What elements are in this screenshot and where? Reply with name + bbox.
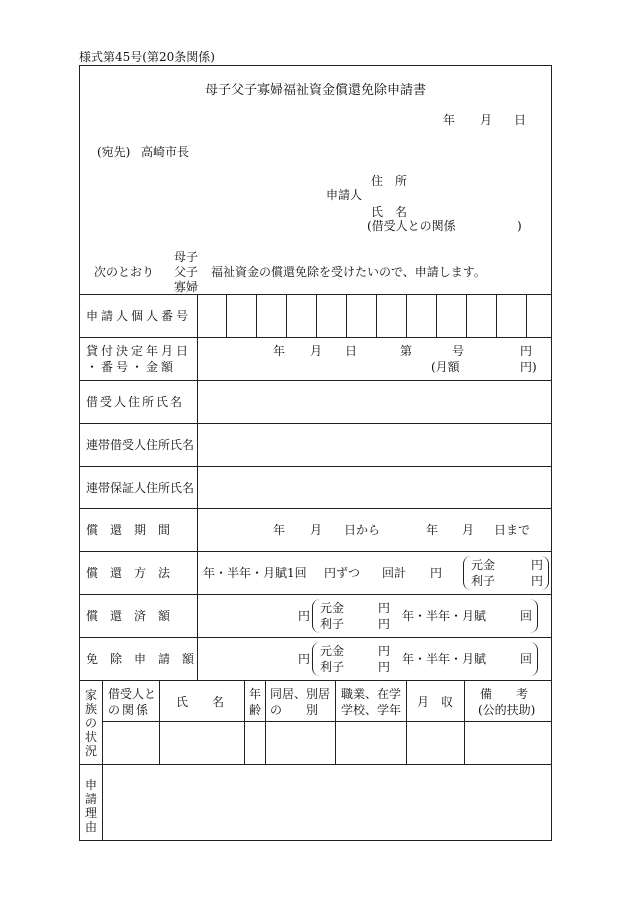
period-month-1: 月: [310, 523, 323, 537]
digit-divider: [376, 294, 377, 337]
loan-monthly-open: (月額: [431, 360, 460, 374]
loan-monthly-yen: 円): [520, 360, 537, 374]
family-divider: [406, 680, 407, 764]
digit-divider: [466, 294, 467, 337]
digit-divider: [496, 294, 497, 337]
applicant-relation-close: ): [517, 219, 522, 233]
repaid-interest: 利子: [320, 617, 345, 631]
form-title: 母子父子寡婦福祉資金償還免除申請書: [204, 83, 426, 98]
loan-month: 月: [310, 344, 323, 358]
date-year: 年: [443, 113, 456, 127]
method-times: 回計: [382, 566, 407, 580]
loan-number-prefix: 第: [400, 344, 413, 358]
family-col-cohab-2: の 別: [270, 703, 319, 717]
family-col-remarks-2: (公的扶助): [478, 703, 536, 717]
family-divider: [159, 680, 160, 764]
rule: [80, 423, 551, 424]
rule: [80, 508, 551, 509]
applicant-address-label: 住 所: [371, 174, 408, 188]
addressee-label: (宛先): [97, 145, 131, 159]
rule: [80, 466, 551, 467]
digit-divider: [526, 294, 527, 337]
rule: [80, 764, 551, 765]
period-year-1: 年: [273, 523, 286, 537]
date-day: 日: [514, 113, 527, 127]
method-each: 円ずつ: [324, 566, 361, 580]
request-text: 福祉資金の償還免除を受けたいので、申請します。: [211, 265, 486, 279]
family-divider: [265, 680, 266, 764]
repayment-method-label: 償 還 方 法: [86, 566, 171, 580]
rule: [80, 380, 551, 381]
exemption-principal-yen: 円: [378, 644, 391, 658]
loan-decision-label-line1: 貸付決定年月日: [86, 344, 192, 358]
joint-borrower-label: 連帯借受人住所氏名: [86, 438, 195, 452]
reason-section-label: 申請理由: [84, 778, 97, 834]
rule: [80, 594, 551, 595]
form-number: 様式第45号(第20条関係): [79, 50, 215, 64]
method-principal: 元金: [471, 558, 496, 572]
applicant-relation-label: (借受人との関係: [367, 219, 456, 233]
loan-day: 日: [345, 344, 358, 358]
request-category-boshi: 母子: [174, 250, 199, 264]
repayment-period-label: 償 還 期 間: [86, 523, 171, 537]
family-col-job-1: 職業、在学: [341, 687, 402, 701]
repaid-frequency: 年・半年・月賦: [402, 609, 487, 623]
period-month-2: 月: [462, 523, 475, 537]
family-section-label: 家族の状況: [84, 688, 97, 758]
family-col-income: 月 収: [417, 695, 454, 709]
exemption-principal: 元金: [320, 644, 345, 658]
method-frequency: 年・半年・月賦1回: [203, 566, 307, 580]
rule: [102, 721, 551, 722]
digit-divider: [436, 294, 437, 337]
period-from: 日から: [344, 523, 381, 537]
date-month: 月: [480, 113, 493, 127]
application-form: [79, 65, 552, 841]
method-interest: 利子: [471, 574, 496, 588]
family-col-relation-1: 借受人と: [108, 687, 157, 701]
repaid-yen: 円: [298, 609, 311, 623]
rule: [80, 337, 551, 338]
family-divider: [464, 680, 465, 764]
joint-guarantor-label: 連帯保証人住所氏名: [86, 481, 195, 495]
family-divider: [244, 680, 245, 764]
exemption-interest-yen: 円: [378, 660, 391, 674]
family-col-cohab-1: 同居、別居: [270, 687, 331, 701]
family-col-age-2: 齢: [249, 703, 262, 717]
digit-divider: [226, 294, 227, 337]
request-category-fushi: 父子: [174, 265, 199, 279]
rule: [80, 680, 551, 681]
family-col-name: 氏 名: [176, 695, 225, 709]
period-until: 日まで: [494, 523, 531, 537]
rule: [80, 551, 551, 552]
period-year-2: 年: [426, 523, 439, 537]
repaid-interest-yen: 円: [378, 617, 391, 631]
repaid-principal: 元金: [320, 601, 345, 615]
personal-number-label: 申請人個人番号: [86, 309, 192, 323]
request-category-kafu: 寡婦: [174, 280, 199, 294]
family-col-age-1: 年: [249, 687, 262, 701]
exemption-times: 回: [520, 652, 533, 666]
method-yen: 円: [430, 566, 443, 580]
repaid-principal-yen: 円: [378, 601, 391, 615]
digit-divider: [406, 294, 407, 337]
family-col-relation-2: の関係: [108, 703, 151, 717]
request-prefix: 次のとおり: [94, 265, 155, 279]
exemption-yen: 円: [298, 652, 311, 666]
method-interest-yen: 円: [531, 574, 544, 588]
exemption-interest: 利子: [320, 660, 345, 674]
repaid-times: 回: [520, 609, 533, 623]
loan-decision-label-line2: ・番号・金額: [86, 360, 177, 374]
exemption-amount-label: 免 除 申 請 額: [86, 652, 195, 666]
addressee-name: 高崎市長: [141, 145, 190, 159]
borrower-label: 借受人住所氏名: [86, 395, 185, 409]
rule: [80, 637, 551, 638]
family-col-remarks-1: 備 考: [480, 687, 529, 701]
label-divider: [197, 294, 198, 680]
exemption-frequency: 年・半年・月賦: [402, 652, 487, 666]
loan-year: 年: [273, 344, 286, 358]
loan-yen: 円: [520, 344, 533, 358]
family-col-job-2: 学校、学年: [341, 703, 402, 717]
reason-divider: [102, 764, 103, 840]
digit-divider: [346, 294, 347, 337]
digit-divider: [286, 294, 287, 337]
applicant-name-label: 氏 名: [371, 205, 408, 219]
digit-divider: [316, 294, 317, 337]
loan-number-suffix: 号: [452, 344, 465, 358]
family-divider: [335, 680, 336, 764]
applicant-label: 申請人: [326, 188, 363, 202]
digit-divider: [256, 294, 257, 337]
method-principal-yen: 円: [531, 558, 544, 572]
repaid-amount-label: 償 還 済 額: [86, 609, 171, 623]
family-divider: [102, 680, 103, 764]
